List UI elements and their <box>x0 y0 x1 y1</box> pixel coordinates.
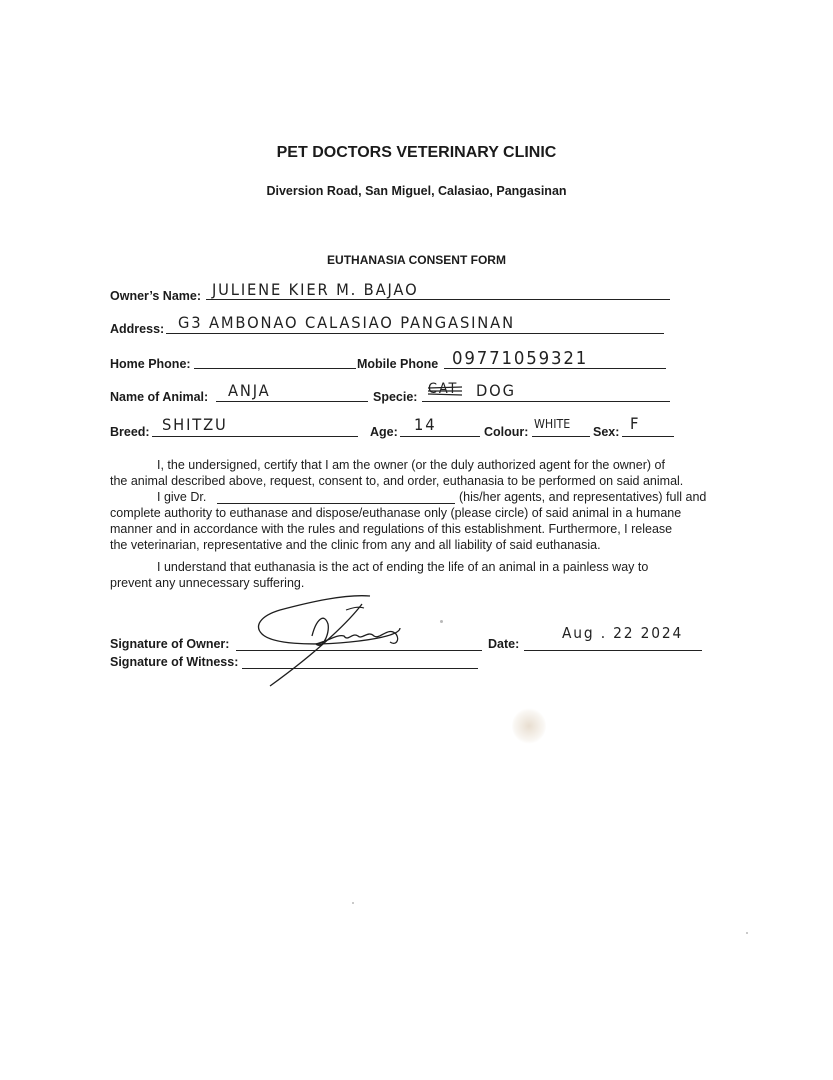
address-line <box>166 333 664 334</box>
consent-p3-line2: prevent any unnecessary suffering. <box>110 576 305 590</box>
owner-signature-label: Signature of Owner: <box>110 637 230 651</box>
specie-line <box>422 401 670 402</box>
colour-line <box>532 436 590 437</box>
mobile-phone-label: Mobile Phone <box>357 357 439 371</box>
paper-stain <box>512 708 546 744</box>
colour-label: Colour: <box>484 425 529 439</box>
age-label: Age: <box>370 425 398 439</box>
sex-value: F <box>630 414 641 433</box>
animal-name-label: Name of Animal: <box>110 390 209 404</box>
home-phone-label: Home Phone: <box>110 357 191 371</box>
consent-p2-line4: the veterinarian, representative and the clinic from any and all liability of said euthanasia. <box>110 538 601 552</box>
colour-value: WHITE <box>534 417 571 431</box>
age-line <box>400 436 480 437</box>
owner-name-line <box>206 299 670 300</box>
age-value: 14 <box>414 415 437 434</box>
consent-p1-line2: the animal described above, request, consent to, and order, euthanasia to be performed on said animal. <box>110 474 684 488</box>
consent-p2-line3: manner and in accordance with the rules and regulations of this establishment. Furthermore, I release <box>110 522 673 536</box>
address-value: G3 AMBONAO CALASIAO PANGASINAN <box>178 313 515 332</box>
specie-struck-value: CAT <box>428 381 459 397</box>
owner-name-value: JULIENE KIER M. BAJAO <box>212 280 419 299</box>
clinic-address: Diversion Road, San Miguel, Calasiao, Pangasinan <box>266 184 567 198</box>
ink-dot <box>440 620 443 623</box>
paper-speck <box>746 932 748 934</box>
owner-name-label: Owner’s Name: <box>110 289 202 303</box>
date-line <box>524 650 702 651</box>
mobile-phone-value: 09771059321 <box>452 348 589 369</box>
consent-p2-line2: complete authority to euthanase and dispose/euthanase only (please circle) of said animal in a humane <box>110 506 682 520</box>
doctor-name-line <box>217 503 455 504</box>
breed-line <box>152 436 358 437</box>
breed-label: Breed: <box>110 425 150 439</box>
specie-label: Specie: <box>373 390 418 404</box>
strike-through-scribble <box>426 383 464 399</box>
consent-p2-line1a: I give Dr. <box>157 490 207 504</box>
animal-name-line <box>216 401 368 402</box>
witness-signature-label: Signature of Witness: <box>110 655 239 669</box>
home-phone-line <box>194 368 356 369</box>
breed-value: SHITZU <box>162 415 228 434</box>
specie-value: DOG <box>476 381 516 400</box>
clinic-name: PET DOCTORS VETERINARY CLINIC <box>276 144 557 161</box>
consent-p1-line1: I, the undersigned, certify that I am the owner (or the duly authorized agent for the owner) of <box>157 458 665 472</box>
sex-line <box>622 436 674 437</box>
paper-speck <box>352 902 354 904</box>
form-title: EUTHANASIA CONSENT FORM <box>327 253 506 267</box>
date-value: Aug . 22 2024 <box>562 624 684 642</box>
date-label: Date: <box>488 637 520 651</box>
animal-name-value: ANJA <box>228 381 271 400</box>
owner-signature-icon <box>250 590 440 690</box>
consent-p2-line1b: (his/her agents, and representatives) full and <box>459 490 707 504</box>
address-label: Address: <box>110 322 165 336</box>
sex-label: Sex: <box>593 425 620 439</box>
consent-p3-line1: I understand that euthanasia is the act of ending the life of an animal in a painless way to <box>157 560 649 574</box>
